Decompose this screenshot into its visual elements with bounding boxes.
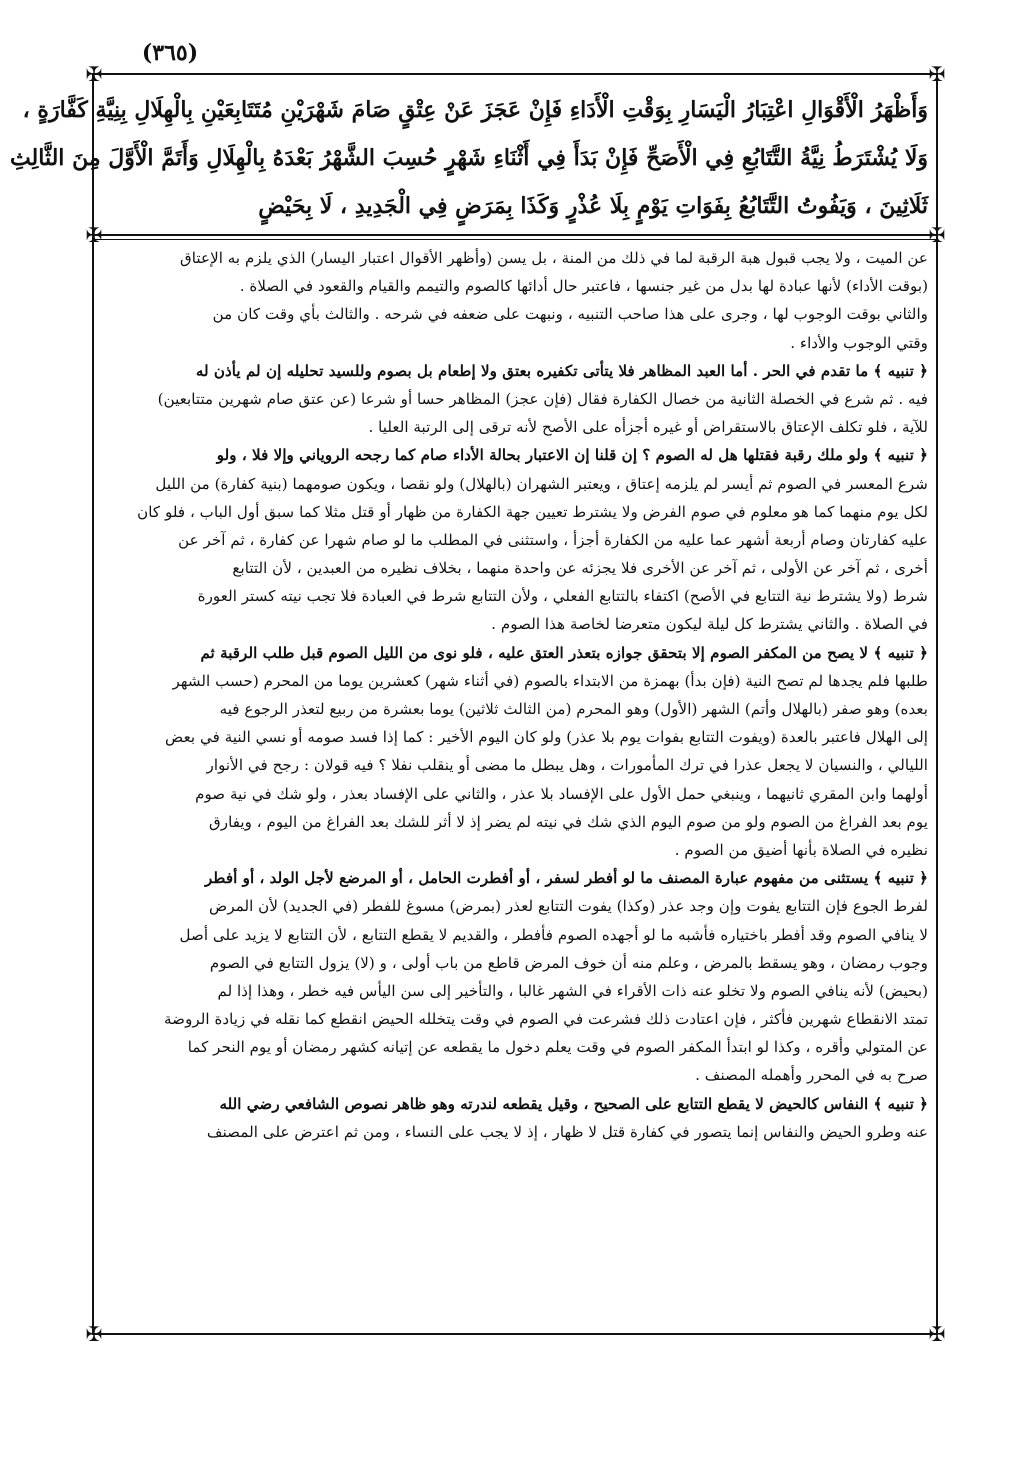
ornament-mid-left-icon: ✠ (85, 223, 103, 247)
frame-right-rule (936, 73, 938, 1335)
sharh-line: يوم بعد الفراغ من الصوم ولو من صوم اليوم الذي شك في نيته لم يضر إذ لا أثر للشك بعد الفراغ من اليوم ، ويفارق (208, 812, 928, 831)
separator-rule-lower (92, 239, 938, 240)
sharh-line: نظيره في الصلاة بأنها أضيق من الصوم . (674, 840, 928, 859)
sharh-line: لفرط الجوع فإن التتابع يفوت وإن وجد عذر (وكذا) يفوت التتابع لعذر (بمرض) مسوغ للفطر (في الجديد) لأن المرض (208, 897, 928, 916)
sharh-line: أولهما وابن المقري ثانيهما ، وينبغي حمل الأول على الإفساد بلا عذر ، والثاني على الإفساد بعذر ، ولو شك في نية صوم (195, 784, 928, 803)
ornament-top-left-icon: ✠ (85, 62, 103, 86)
sharh-line: عن الميت ، ولا يجب قبول هبة الرقبة لما في ذلك من المنة ، بل يسن (وأظهر الأقوال اعتبار اليسار) الذي يلزم به الإعتاق (180, 249, 928, 267)
frame-top-rule (92, 73, 938, 75)
sharh-line: لا ينافي الصوم وقد أفطر باختياره فأشبه ما لو أجهده الصوم فأفطر ، والقديم لا يقطع التتابع ، لأن التتابع لا يزيد على أصل (179, 925, 928, 944)
separator-rule-upper (92, 234, 938, 236)
page-number: (٣٦٥) (141, 40, 199, 66)
sharh-line: شرع المعسر في الصوم ثم أيسر لم يلزمه إعتاق ، ويعتبر الشهران (بالهلال) ولو نقصا ، ويكون صومهما (بنية كفارة) من الليل (155, 474, 928, 493)
sharh-line: بعده) وهو صفر (بالهلال وأتم) الشهر (الأول) وهو المحرم (من الثالث ثلاثين) يوما بعشرة من ربيع لتعذر الرجوع فيه (219, 700, 928, 718)
frame-bottom-rule (92, 1333, 938, 1335)
tanbih-paragraph-start: ﴿ تنبيه ﴾ ولو ملك رقبة فقتلها هل له الصوم ؟ إن قلنا إن الاعتبار بحالة الأداء صام كما رجحه الروياني وإلا فلا ، ولو (216, 446, 928, 465)
frame-left-rule (92, 73, 94, 1335)
sharh-line: عليه كفارتان وصام أربعة أشهر عما عليه من الكفارة أجزأ ، واستثنى في المطلب ما لو صام شهرا عن كفارة ، ثم آخر عن (178, 530, 928, 549)
ornament-bottom-left-icon: ✠ (85, 1322, 103, 1346)
tanbih-paragraph-start: ﴿ تنبيه ﴾ النفاس كالحيض لا يقطع التتابع على الصحيح ، وقيل يقطعه لندرته وهو ظاهر نصوص الشافعي رضي الله (219, 1094, 928, 1113)
sharh-line: طلبها فلم يجدها لم تصح النية (فإن بدأ) بهمزة من الابتداء بالصوم (في أثناء شهر) كعشرين يوما من المحرم (حسب الشهر (172, 671, 928, 690)
sharh-line: تمتد الانقطاع شهرين فأكثر ، فإن اعتادت ذلك فشرعت في الصوم في وقت يتخلله الحيض انقطع كما نقله في زيادة الروضة (164, 1010, 928, 1029)
sharh-line: وقتي الوجوب والأداء . (790, 333, 928, 352)
matn-text (9, 86, 928, 230)
ornament-bottom-right-icon: ✠ (928, 1322, 946, 1346)
sharh-line: عن المتولي وأقره ، وكذا لو ابتدأ المكفر الصوم في وقت يعلم دخول ما يقطعه عن إتيانه كشهر رمضان أو يوم النحر كما (187, 1038, 928, 1057)
sharh-line: وجوب رمضان ، وهو يسقط بالمرض ، وعلم منه أن خوف المرض قاطع من باب أولى ، و (لا) يزول التتابع في الصوم (209, 953, 928, 972)
sharh-line: للآية ، فلو تكلف الإعتاق بالاستقراض أو غيره أجزأه على الأصح لأنه ترقى إلى الرتبة العليا . (368, 418, 928, 437)
sharh-line: صرح به في المحرر وأهمله المصنف . (695, 1066, 928, 1085)
tanbih-paragraph-start: ﴿ تنبيه ﴾ ما تقدم في الحر . أما العبد المظاهر فلا يتأتى تكفيره بعتق ولا إطعام بل بصوم وللسيد تحليله إن لم يأذن له (195, 361, 928, 380)
sharh-line: والثاني بوقت الوجوب لها ، وجرى على هذا صاحب التنبيه ، ونبهت على ضعفه في شرحه . والثالث بأي وقت كان من (212, 305, 928, 324)
sharh-line: في الصلاة . والثاني يشترط كل ليلة ليكون متعرضا لخاصة هذا الصوم . (491, 615, 928, 634)
matn-line: وَلَا يُشْتَرَطُ نِيَّةُ التَّتَابُعِ فِي الْأَصَحِّ فَإِنْ بَدَأَ فِي أَثْنَاءِ شَهْرٍ حُسِبَ الشَّهْرُ بَعْدَهُ بِالْهِلَالِ وَأَتَمَّ الْأَوَّلَ مِنَ الثَّالِثِ (9, 145, 928, 171)
tanbih-paragraph-start: ﴿ تنبيه ﴾ يستثنى من مفهوم عبارة المصنف ما لو أفطر لسفر ، أو أفطرت الحامل ، أو المرضع لأجل الولد ، أو أفطر (205, 869, 928, 888)
matn-line: ثَلَاثِينَ ، وَيَفُوتُ التَّتَابُعُ بِفَوَاتِ يَوْمٍ بِلَا عُذْرٍ وَكَذَا بِمَرَضٍ فِي الْجَدِيدِ ، لَا بِحَيْضٍ (258, 193, 928, 219)
sharh-text (108, 244, 928, 1146)
sharh-line: (بحيض) لأنه ينافي الصوم ولا تخلو عنه ذات الأقراء في الشهر غالبا ، والتأخير إلى سن اليأس فيه خطر ، وهذا إذا لم (217, 981, 928, 1000)
matn-line: وَأَظْهَرُ الْأَقْوَالِ اعْتِبَارُ الْيَسَارِ بِوَقْتِ الْأَدَاءِ فَإِنْ عَجَزَ عَنْ عِتْقٍ صَامَ شَهْرَيْنِ مُتَتَابِعَيْنِ بِالْهِلَالِ بِنِيَّةِ كَفَّارَةٍ ، (22, 97, 928, 123)
sharh-line: عنه وطرو الحيض والنفاس إنما يتصور في كفارة قتل لا ظهار ، إذ لا يجب على النساء ، ومن ثم اعترض على المصنف (206, 1122, 928, 1141)
tanbih-paragraph-start: ﴿ تنبيه ﴾ لا يصح من المكفر الصوم إلا بتحقق جوازه بتعذر العتق عليه ، فلو نوى من الليل الصوم قبل طلب الرقبة ثم (200, 643, 928, 662)
sharh-line: شرط (ولا يشترط نية التتابع في الأصح) اكتفاء بالتتابع الفعلي ، ولأن التتابع شرط في العبادة فلا تجب نيته كستر العورة (197, 587, 928, 606)
sharh-line: إلى الهلال فاعتبر بالعدة (ويفوت التتابع بفوات يوم بلا عذر) ولو كان اليوم الأخير : كما إذا فسد صومه أو نسي النية في بعض (164, 728, 928, 747)
sharh-line: فيه . ثم شرع في الخصلة الثانية من خصال الكفارة فقال (فإن عجز) المظاهر حسا أو شرعا (عن عتق صام شهرين متتابعين) (157, 389, 928, 408)
sharh-line: لكل يوم منهما كما هو معلوم في صوم الفرض ولا يشترط تعيين جهة الكفارة من ظهار أو قتل مثلا كما سبق أول الباب ، فلو كان (137, 502, 928, 521)
sharh-line: (بوقت الأداء) لأنها عبادة لها بدل من غير جنسها ، فاعتبر حال أدائها كالصوم والتيمم والقيام والقعود في الصلاة . (239, 277, 928, 296)
sharh-line: الليالي ، والنسيان لا يجعل عذرا في ترك المأمورات ، وهل يبطل ما مضى أو ينقلب نفلا ؟ فيه قولان : رجح في الأنوار (206, 756, 928, 775)
ornament-mid-right-icon: ✠ (928, 223, 946, 247)
ornament-top-right-icon: ✠ (928, 62, 946, 86)
sharh-line: أخرى ، ثم آخر عن الأولى ، ثم آخر عن الأخرى فلا يجزئه عن واحدة منهما ، بخلاف نظيره من العبدين ، لأن التتابع (232, 559, 928, 578)
